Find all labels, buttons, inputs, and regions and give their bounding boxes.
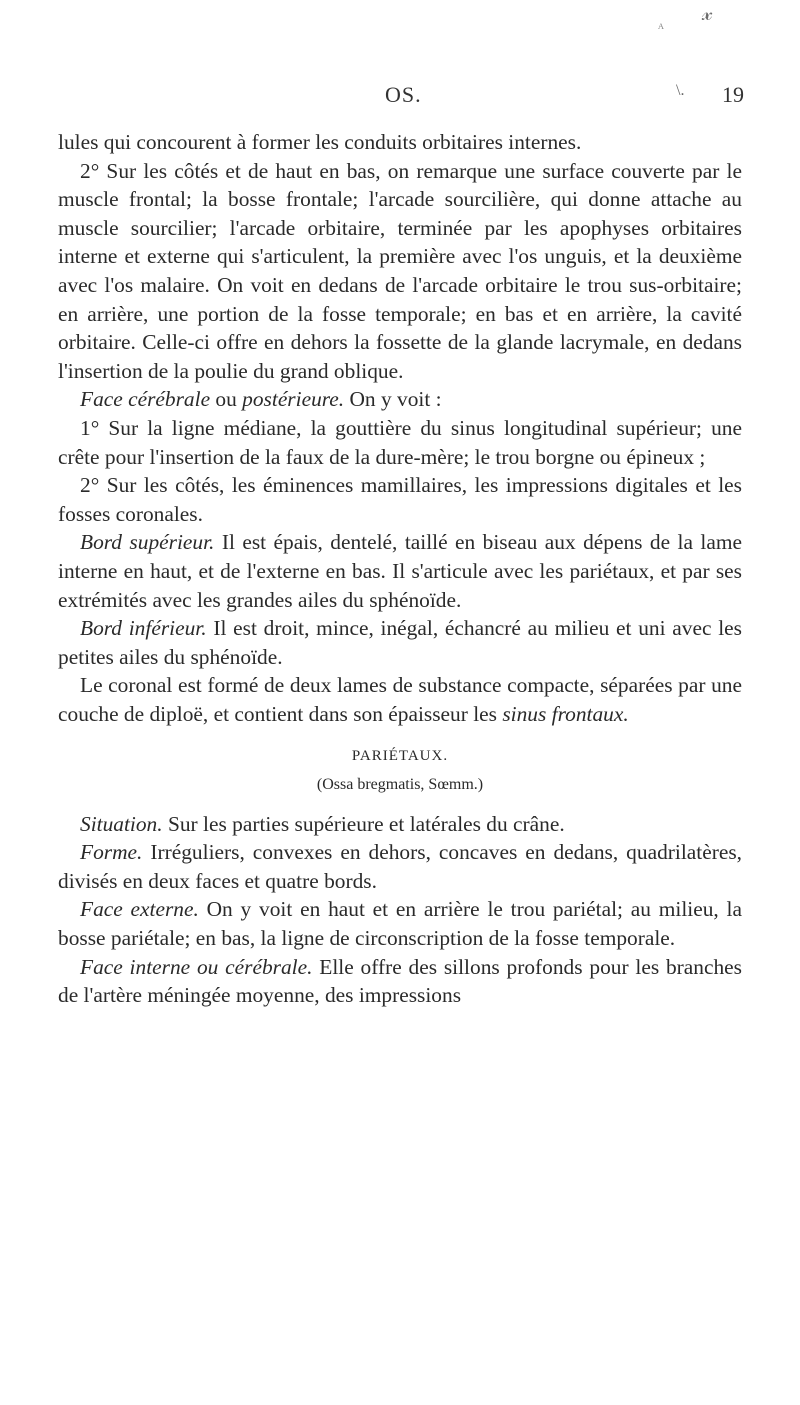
header-title: OS. — [385, 82, 422, 107]
heading-face-interne: Face interne ou cérébrale. — [80, 954, 313, 979]
section-subtitle: (Ossa bregmatis, Sœmm.) — [316, 776, 484, 794]
body-text — [58, 128, 742, 1010]
paragraph-text: On y voit en haut et en arrière le trou pariétal; au milieu, la bosse pariétale; en bas, la ligne de circonscription de la fosse temporale. — [58, 897, 742, 951]
scan-mark-small: ᴬ — [658, 22, 664, 37]
paragraph: 2° Sur les côtés, les éminences mamillaires, les impressions digitales et les fosses coronales. — [58, 473, 742, 526]
paragraph: 2° Sur les côtés et de haut en bas, on remarque une surface couverte par le muscle frontal; la bosse frontale; l'arcade sourcilière, qui donne attache au muscle sourcilier; l'arcade orbitaire, terminée par les apophyses orbitaires interne et externe qui s'articulent, la première avec l'os unguis, et la deuxième avec l'os malaire. On voit en dedans de l'arcade orbitaire le trou sus-orbitaire; en arrière, une portion de la fosse temporale; en bas et en arrière, la cavité orbitaire. Celle-ci offre en dehors la fossette de la glande lacrymale, en dedans l'insertion de la poulie du grand oblique. — [58, 158, 742, 383]
paragraph-text: Il est épais, dentelé, taillé en biseau aux dépens de la lame interne en haut, et de l'externe en bas. Il s'articule avec les pariétaux, et par ses extrémités avec les grandes ailes du sphénoïde. — [58, 530, 742, 612]
header-tick: \. — [676, 82, 685, 99]
heading-posterieure: postérieure. — [242, 387, 345, 412]
scan-mark: 𝓍 — [702, 0, 713, 25]
paragraph-situation — [58, 810, 742, 839]
paragraph-text: Il est droit, mince, inégal, échancré au milieu et uni avec les petites ailes du sphénoïde. — [58, 616, 742, 669]
paragraph-text: On y voit : — [344, 387, 442, 412]
paragraph-face-cerebrale — [58, 385, 742, 414]
paragraph: 1° Sur la ligne médiane, la gouttière du sinus longitudinal supérieur; une crête pour l'insertion de la faux de la dure-mère; le trou borgne ou épineux ; — [58, 415, 742, 469]
page-number: 19 — [722, 82, 744, 107]
connector: ou — [210, 387, 243, 412]
sinus-frontaux: sinus frontaux. — [502, 701, 629, 726]
running-header — [0, 82, 800, 112]
paragraph-text: Sur les parties supérieure et latérales du crâne. — [162, 811, 565, 836]
paragraph: lules qui concourent à former les conduits orbitaires internes. — [58, 130, 582, 154]
paragraph-face-interne — [58, 953, 742, 1010]
paragraph-face-externe — [58, 895, 742, 952]
paragraph-text: Le coronal est formé de deux lames de substance compacte, séparées par une couche de diploë, et contient dans son épaisseur les — [58, 673, 742, 726]
paragraph-bord-superieur — [58, 528, 742, 614]
section-title: PARIÉTAUX. — [351, 748, 449, 765]
paragraph-coronal — [58, 671, 742, 728]
paragraph-forme — [58, 838, 742, 895]
heading-bord-superieur: Bord supérieur. — [80, 530, 215, 555]
paragraph-text: Elle offre des sillons profonds pour les branches de l'artère méningée moyenne, des impressions — [58, 954, 742, 1008]
paragraph-bord-inferieur — [58, 614, 742, 671]
paragraph-text: Irréguliers, convexes en dehors, concaves en dedans, quadrilatères, divisés en deux faces et quatre bords. — [58, 840, 742, 893]
heading-face-cerebrale: Face cérébrale — [80, 387, 211, 412]
heading-situation: Situation. — [80, 811, 163, 836]
heading-face-externe: Face externe. — [80, 897, 199, 922]
heading-bord-inferieur: Bord inférieur. — [80, 616, 207, 641]
heading-forme: Forme. — [80, 840, 143, 865]
